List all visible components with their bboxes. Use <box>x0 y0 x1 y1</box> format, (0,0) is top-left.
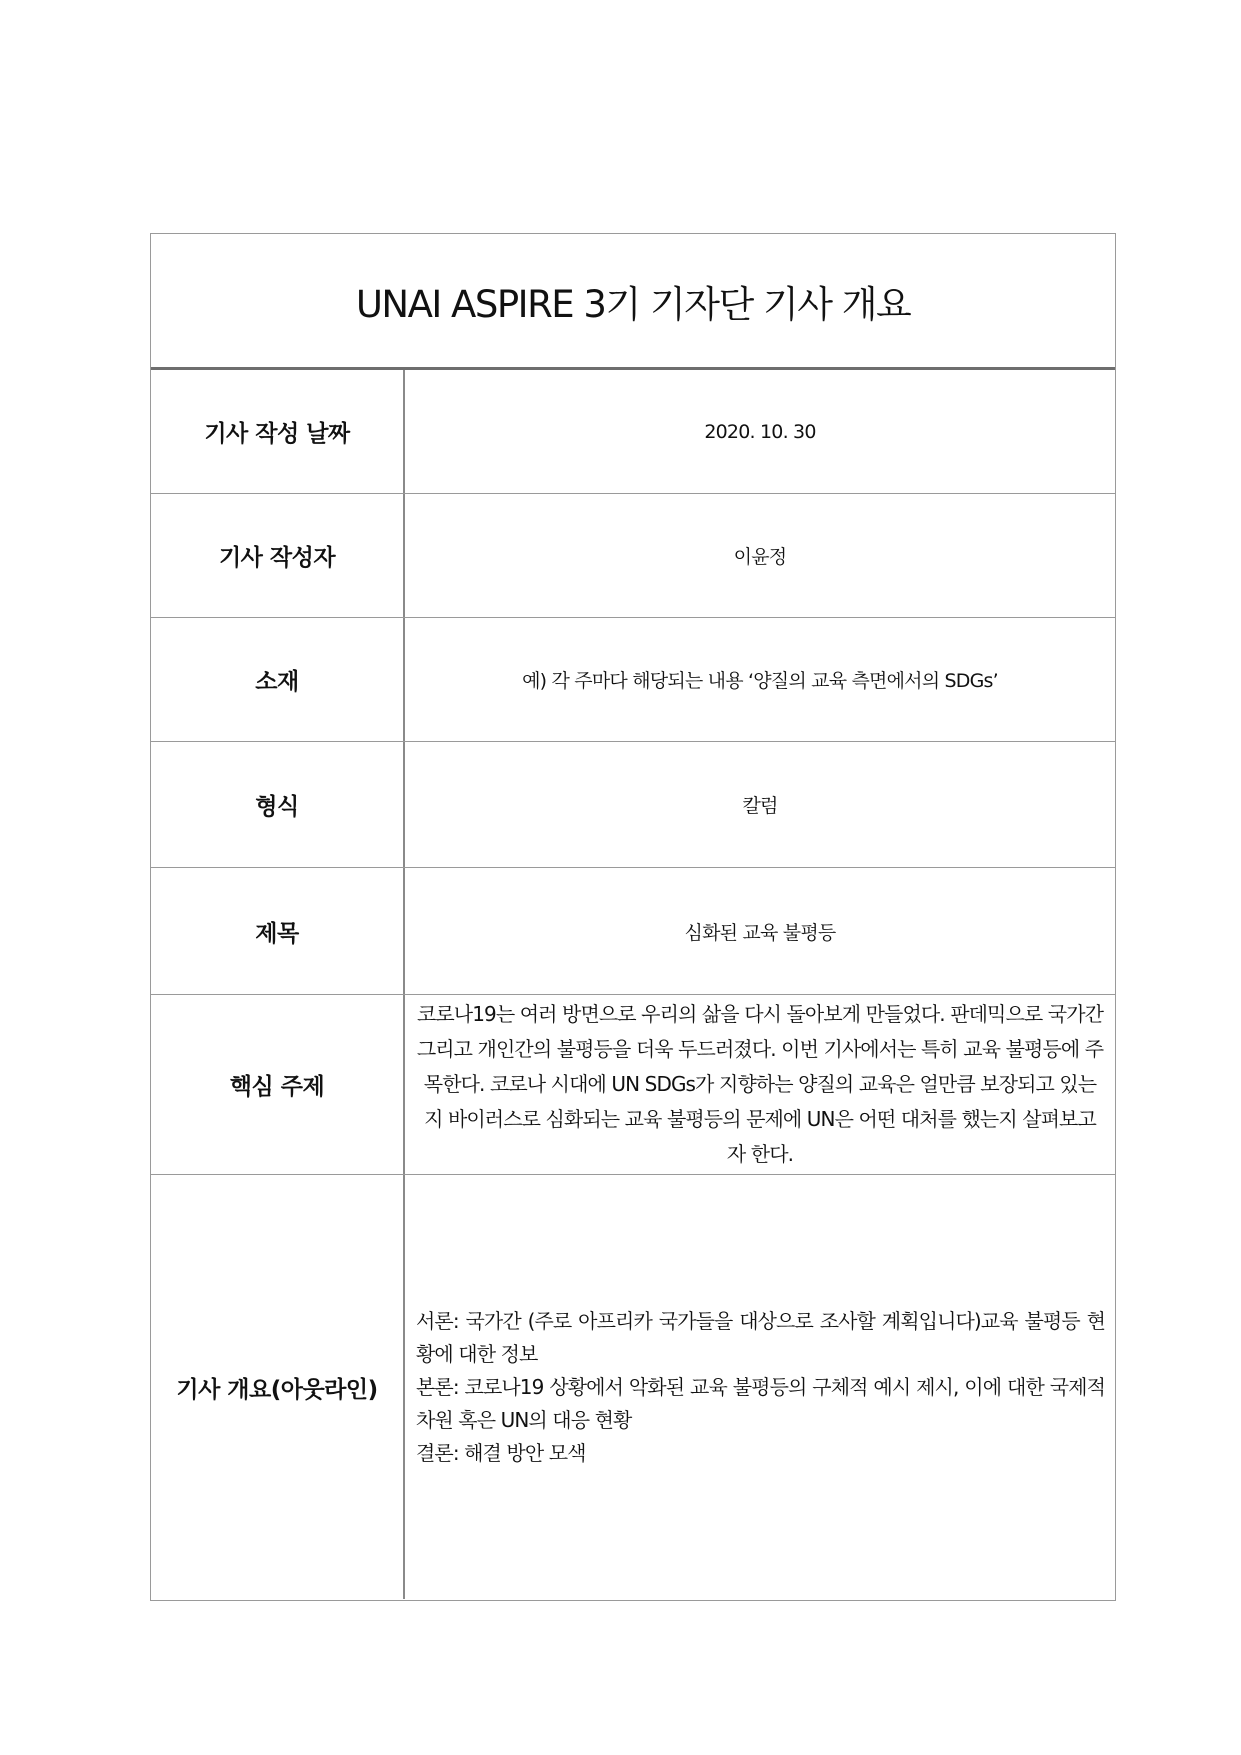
row-date <box>151 370 1115 494</box>
outline-conclusion: 결론: 해결 방안 모색 <box>416 1440 586 1465</box>
article-outline-table <box>150 233 1116 1601</box>
row-format <box>151 742 1115 868</box>
label-outline: 기사 개요(아웃라인) <box>151 1175 405 1599</box>
value-author: 이윤정 <box>733 546 787 568</box>
value-format: 칼럼 <box>742 795 778 817</box>
row-topic <box>151 618 1115 742</box>
label-format: 형식 <box>151 742 405 867</box>
title-cell <box>151 234 1115 370</box>
row-headline <box>151 868 1115 995</box>
row-key-theme <box>151 995 1115 1175</box>
outline-text <box>416 1305 1105 1470</box>
row-author <box>151 494 1115 618</box>
value-outline <box>405 1175 1115 1599</box>
outline-intro: 서론: 국가간 (주로 아프리카 국가들을 대상으로 조사할 계획입니다)교육 불평등 현황에 대한 정보 <box>416 1308 1105 1366</box>
label-headline: 제목 <box>151 868 405 994</box>
outline-body: 본론: 코로나19 상황에서 악화된 교육 불평등의 구체적 예시 제시, 이에 대한 국제적 차원 혹은 UN의 대응 현황 <box>416 1374 1105 1432</box>
document-title: UNAI ASPIRE 3기 기자단 기사 개요 <box>355 282 911 326</box>
row-outline <box>151 1175 1115 1599</box>
value-headline: 심화된 교육 불평등 <box>684 921 836 944</box>
label-key-theme: 핵심 주제 <box>151 995 405 1174</box>
label-author: 기사 작성자 <box>151 494 405 617</box>
value-date: 2020. 10. 30 <box>704 420 816 443</box>
value-key-theme: 코로나19는 여러 방면으로 우리의 삶을 다시 돌아보게 만들었다. 판데믹으로 국가간 그리고 개인간의 불평등을 더욱 두드러졌다. 이번 기사에서는 특히 교육 불평등에 주목한다. 코로나 시대에 UN SDGs가 지향하는 양질의 교육은 얼만큼 보장되고 있는지 바이러스로 심화되는 교육 불평등의 문제에 UN은 어떤 대처를 했는지 살펴보고자 한다. <box>416 1002 1104 1166</box>
label-date: 기사 작성 날짜 <box>151 370 405 493</box>
value-topic: 예) 각 주마다 해당되는 내용 ‘양질의 교육 측면에서의 SDGs’ <box>522 670 998 692</box>
label-topic: 소재 <box>151 618 405 741</box>
